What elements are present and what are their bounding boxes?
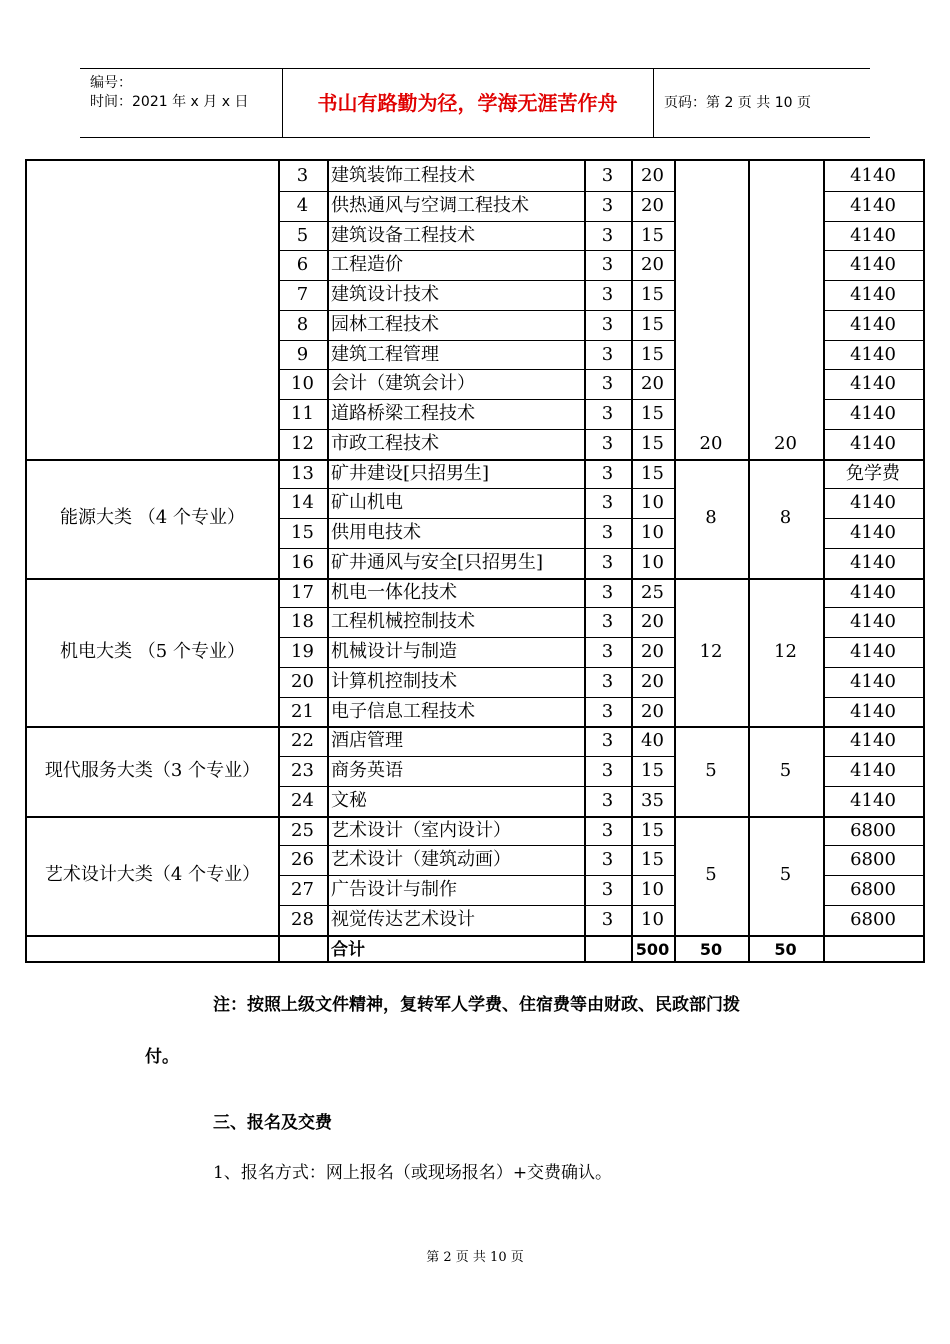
category-label: 现代服务大类（3 个专业） xyxy=(44,759,261,781)
study-years: 3 xyxy=(601,730,614,751)
study-years: 3 xyxy=(601,522,614,543)
major-name: 矿井建设[只招男生] xyxy=(331,463,490,484)
enroll-count: 35 xyxy=(641,790,664,811)
tuition-fee: 4140 xyxy=(850,730,896,751)
study-years: 3 xyxy=(601,879,614,900)
row-number: 11 xyxy=(291,403,314,424)
tuition-fee: 4140 xyxy=(850,433,896,454)
tuition-fee: 4140 xyxy=(850,671,896,692)
group-plan-b: 5 xyxy=(779,759,792,781)
row-number: 6 xyxy=(296,254,309,275)
enroll-count: 10 xyxy=(641,909,664,930)
study-years: 3 xyxy=(601,582,614,603)
major-name: 机电一体化技术 xyxy=(331,582,457,603)
total-plan-b: 50 xyxy=(774,940,797,959)
study-years: 3 xyxy=(601,463,614,484)
group-plan-a: 5 xyxy=(705,759,717,781)
tuition-fee: 6800 xyxy=(850,879,896,900)
enroll-count: 15 xyxy=(641,760,664,781)
group-plan-b: 20 xyxy=(774,432,797,454)
group-plan-b: 8 xyxy=(779,507,792,528)
study-years: 3 xyxy=(601,641,614,662)
major-name: 道路桥梁工程技术 xyxy=(331,403,475,424)
row-number: 8 xyxy=(296,314,309,335)
row-number: 27 xyxy=(291,879,314,900)
tuition-fee: 4140 xyxy=(850,314,896,335)
row-number: 15 xyxy=(291,522,314,543)
tuition-fee: 4140 xyxy=(850,611,896,632)
row-number: 22 xyxy=(291,730,314,751)
major-name: 艺术设计（室内设计） xyxy=(331,820,511,841)
row-number: 16 xyxy=(291,552,314,573)
major-name: 建筑设计技术 xyxy=(331,284,439,305)
major-name: 园林工程技术 xyxy=(331,314,439,335)
enroll-count: 20 xyxy=(641,195,664,216)
row-number: 21 xyxy=(291,701,314,722)
column-rule xyxy=(327,161,329,961)
major-name: 机械设计与制造 xyxy=(331,641,457,662)
enroll-count: 10 xyxy=(641,552,664,573)
study-years: 3 xyxy=(601,701,614,722)
tuition-fee: 4140 xyxy=(850,165,896,186)
enroll-count: 25 xyxy=(641,582,664,603)
group-plan-a: 12 xyxy=(699,640,723,662)
enroll-count: 20 xyxy=(641,373,664,394)
tuition-fee: 4140 xyxy=(850,641,896,662)
enroll-count: 15 xyxy=(641,284,664,305)
major-name: 工程造价 xyxy=(331,254,403,275)
major-name: 视觉传达艺术设计 xyxy=(331,909,475,930)
major-name: 建筑工程管理 xyxy=(331,344,439,365)
tuition-fee: 6800 xyxy=(850,849,896,870)
group-rule xyxy=(27,726,923,728)
group-plan-a: 5 xyxy=(705,864,717,885)
enroll-count: 15 xyxy=(641,820,664,841)
study-years: 3 xyxy=(601,909,614,930)
category-label: 机电大类 （5 个专业） xyxy=(60,640,245,662)
enroll-count: 15 xyxy=(641,344,664,365)
study-years: 3 xyxy=(601,552,614,573)
major-name: 矿山机电 xyxy=(331,492,403,513)
study-years: 3 xyxy=(601,820,614,841)
major-name: 工程机械控制技术 xyxy=(331,611,475,632)
row-number: 12 xyxy=(291,433,314,454)
major-name: 供热通风与空调工程技术 xyxy=(331,195,529,216)
major-name: 计算机控制技术 xyxy=(331,671,457,692)
major-name: 艺术设计（建筑动画） xyxy=(331,849,511,870)
enroll-count: 20 xyxy=(641,611,664,632)
row-number: 13 xyxy=(291,463,314,484)
enroll-count: 20 xyxy=(641,641,664,662)
row-number: 26 xyxy=(291,849,314,870)
category-label: 艺术设计大类（4 个专业） xyxy=(44,864,261,885)
enrollment-table xyxy=(25,159,925,963)
enroll-count: 15 xyxy=(641,433,664,454)
study-years: 3 xyxy=(601,760,614,781)
row-number: 24 xyxy=(291,790,314,811)
doc-number-label: 编号： xyxy=(90,75,132,91)
row-number: 10 xyxy=(291,373,314,394)
major-name: 酒店管理 xyxy=(331,730,403,751)
total-plan-a: 50 xyxy=(699,940,723,959)
tuition-fee: 4140 xyxy=(850,582,896,603)
row-number: 23 xyxy=(291,760,314,781)
group-plan-b: 12 xyxy=(774,640,797,662)
tuition-fee: 4140 xyxy=(850,225,896,246)
row-number: 9 xyxy=(296,344,309,365)
row-number: 17 xyxy=(291,582,314,603)
study-years: 3 xyxy=(601,195,614,216)
row-number: 3 xyxy=(296,165,309,186)
enroll-count: 10 xyxy=(641,879,664,900)
study-years: 3 xyxy=(601,284,614,305)
row-number: 25 xyxy=(291,820,314,841)
study-years: 3 xyxy=(601,373,614,394)
tuition-fee: 6800 xyxy=(850,909,896,930)
enroll-count: 20 xyxy=(641,701,664,722)
enroll-count: 20 xyxy=(641,165,664,186)
page-footer: 第 2 页 共 10 页 xyxy=(426,1250,524,1265)
note-line-1: 注：按照上级文件精神，复转军人学费、住宿费等由财政、民政部门拨 xyxy=(213,995,740,1015)
enroll-count: 10 xyxy=(641,492,664,513)
header-page-label: 页码：第 2 页 共 10 页 xyxy=(664,95,811,111)
row-number: 5 xyxy=(296,225,309,246)
note-line-2: 付。 xyxy=(145,1047,179,1067)
major-name: 供用电技术 xyxy=(331,522,421,543)
group-plan-a: 8 xyxy=(705,507,717,528)
enroll-count: 20 xyxy=(641,671,664,692)
major-name: 广告设计与制作 xyxy=(331,879,457,900)
tuition-fee: 4140 xyxy=(850,403,896,424)
tuition-fee: 免学费 xyxy=(846,463,900,484)
tuition-fee: 6800 xyxy=(850,820,896,841)
group-plan-b: 5 xyxy=(779,864,792,885)
section-title: 三、报名及交费 xyxy=(213,1113,332,1133)
enroll-count: 15 xyxy=(641,225,664,246)
row-number: 20 xyxy=(291,671,314,692)
study-years: 3 xyxy=(601,433,614,454)
row-number: 28 xyxy=(291,909,314,930)
enroll-count: 15 xyxy=(641,463,664,484)
major-name: 商务英语 xyxy=(331,760,403,781)
header-motto: 书山有路勤为径，学海无涯苦作舟 xyxy=(282,69,654,137)
column-rule xyxy=(748,161,750,961)
enroll-count: 40 xyxy=(641,730,664,751)
major-name: 文秘 xyxy=(331,790,367,811)
enroll-count: 20 xyxy=(641,254,664,275)
study-years: 3 xyxy=(601,314,614,335)
study-years: 3 xyxy=(601,254,614,275)
row-number: 4 xyxy=(296,195,309,216)
group-plan-a: 20 xyxy=(699,432,723,454)
enroll-count: 15 xyxy=(641,403,664,424)
tuition-fee: 4140 xyxy=(850,344,896,365)
category-label: 能源大类 （4 个专业） xyxy=(60,507,245,528)
group-rule xyxy=(27,578,923,580)
row-number: 18 xyxy=(291,611,314,632)
major-name: 市政工程技术 xyxy=(331,433,439,454)
study-years: 3 xyxy=(601,225,614,246)
tuition-fee: 4140 xyxy=(850,760,896,781)
tuition-fee: 4140 xyxy=(850,522,896,543)
tuition-fee: 4140 xyxy=(850,284,896,305)
registration-method: 1、报名方式：网上报名（或现场报名）+交费确认。 xyxy=(213,1163,613,1183)
tuition-fee: 4140 xyxy=(850,701,896,722)
tuition-fee: 4140 xyxy=(850,552,896,573)
tuition-fee: 4140 xyxy=(850,254,896,275)
tuition-fee: 4140 xyxy=(850,492,896,513)
total-count: 500 xyxy=(635,940,670,959)
study-years: 3 xyxy=(601,790,614,811)
total-label: 合计 xyxy=(331,940,365,960)
major-name: 矿井通风与安全[只招男生] xyxy=(331,552,544,573)
tuition-fee: 4140 xyxy=(850,790,896,811)
doc-time-label: 时间：2021 年 x 月 x 日 xyxy=(90,94,249,110)
study-years: 3 xyxy=(601,492,614,513)
row-number: 7 xyxy=(296,284,309,305)
study-years: 3 xyxy=(601,671,614,692)
enroll-count: 15 xyxy=(641,314,664,335)
study-years: 3 xyxy=(601,849,614,870)
major-name: 会计（建筑会计） xyxy=(331,373,475,394)
column-rule xyxy=(674,161,676,961)
row-number: 19 xyxy=(291,641,314,662)
study-years: 3 xyxy=(601,165,614,186)
enroll-count: 10 xyxy=(641,522,664,543)
major-name: 电子信息工程技术 xyxy=(331,701,475,722)
row-number: 14 xyxy=(291,492,314,513)
major-name: 建筑设备工程技术 xyxy=(331,225,475,246)
study-years: 3 xyxy=(601,611,614,632)
tuition-fee: 4140 xyxy=(850,195,896,216)
header-meta xyxy=(80,69,283,137)
enroll-count: 15 xyxy=(641,849,664,870)
tuition-fee: 4140 xyxy=(850,373,896,394)
page-header xyxy=(80,68,870,138)
study-years: 3 xyxy=(601,403,614,424)
study-years: 3 xyxy=(601,344,614,365)
major-name: 建筑装饰工程技术 xyxy=(331,165,475,186)
